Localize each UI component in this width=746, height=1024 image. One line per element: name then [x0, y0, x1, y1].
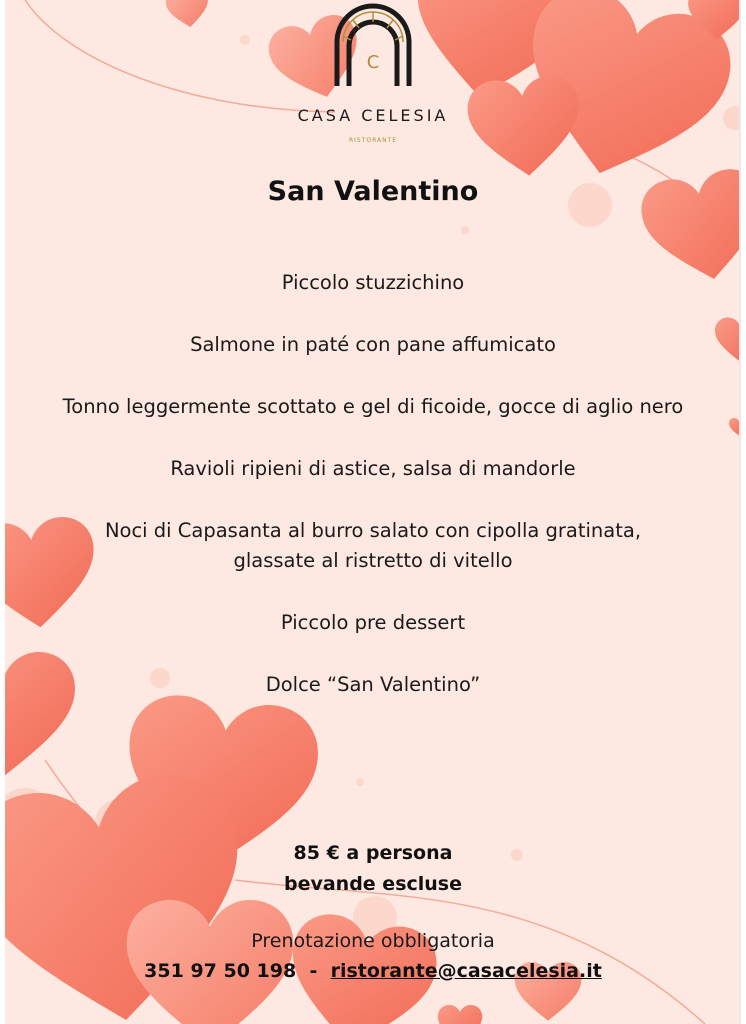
page-title: San Valentino — [267, 176, 479, 207]
menu-item: Dolce “San Valentino” — [265, 673, 481, 696]
price-block — [5, 838, 741, 900]
menu-item: Piccolo stuzzichino — [281, 271, 465, 294]
brand-subtitle: RISTORANTE — [348, 137, 398, 144]
contact-line — [5, 960, 741, 982]
email-link[interactable]: ristorante@casacelesia.it — [330, 960, 602, 982]
menu-list — [5, 268, 741, 700]
menu-item-continued: glassate al ristretto di vitello — [233, 549, 513, 572]
drinks-excluded: bevande escluse — [283, 873, 462, 895]
restaurant-logo-icon — [325, 2, 421, 88]
menu-page — [5, 0, 741, 1024]
phone-number[interactable]: 351 97 50 198 — [144, 960, 297, 982]
menu-item: Noci di Capasanta al burro salato con cipolla gratinata, — [104, 519, 642, 542]
contact-separator: - — [309, 960, 318, 982]
brand-name: CASA CELESIA — [297, 106, 449, 125]
logo-letter: C — [366, 52, 380, 73]
price-per-person: 85 € a persona — [293, 842, 453, 864]
menu-item: Tonno leggermente scottato e gel di ficoide, gocce di aglio nero — [62, 395, 684, 418]
menu-item: Ravioli ripieni di astice, salsa di mandorle — [170, 457, 576, 480]
menu-item: Salmone in paté con pane affumicato — [190, 333, 556, 356]
reservation-note: Prenotazione obbligatoria — [251, 930, 495, 952]
menu-item: Piccolo pre dessert — [280, 611, 466, 634]
